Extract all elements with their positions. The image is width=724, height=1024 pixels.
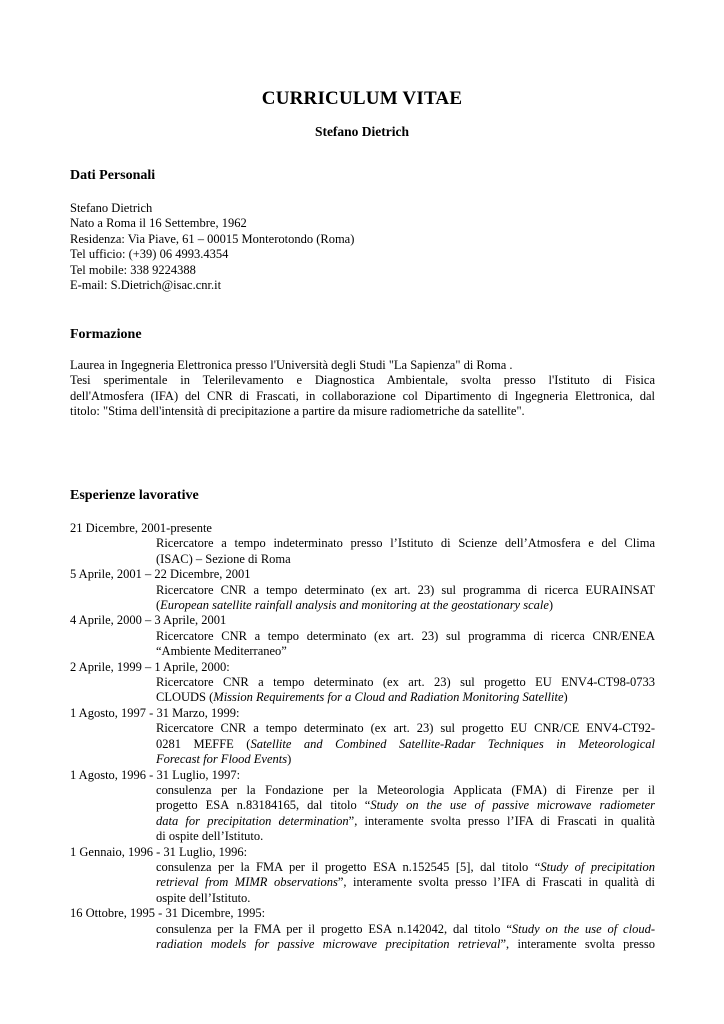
education-line: titolo: "Stima dell'intensità di precipitazione a partire da misure radiometriche da satellite". xyxy=(70,404,525,419)
education-line: dell'Atmosfera (IFA) del CNR di Frascati, in collaborazione col Dipartimento di Ingegneria Elettronica, dal xyxy=(70,388,655,403)
experience-date: 1 Agosto, 1997 - 31 Marzo, 1999: xyxy=(70,705,240,720)
experience-entry xyxy=(70,845,655,907)
experience-date: 16 Ottobre, 1995 - 31 Dicembre, 1995: xyxy=(70,906,266,921)
experience-date: 4 Aprile, 2000 – 3 Aprile, 2001 xyxy=(70,613,227,628)
experience-date: 5 Aprile, 2001 – 22 Dicembre, 2001 xyxy=(70,567,251,582)
experience-entry xyxy=(70,906,655,952)
experience-date: 21 Dicembre, 2001-presente xyxy=(70,521,212,535)
personal-line: Stefano Dietrich xyxy=(70,201,153,215)
experience-date: 1 Agosto, 1996 - 31 Luglio, 1997: xyxy=(70,767,241,782)
experience-description: consulenza per la Fondazione per la Meteorologia Applicata (FMA) di Firenze per il progetto ESA n.83184165, dal titolo “Study on the use of passive microwave radiometer data for precipitation determination”, interamente svolta presso l’IFA di Frascati in qualità di ospite dell’Istituto. xyxy=(156,782,655,844)
experience-entry xyxy=(70,613,655,659)
experience-list xyxy=(70,521,655,952)
experience-entry xyxy=(70,660,655,706)
experience-description: Ricercatore a tempo indeterminato presso l’Istituto di Scienze dell’Atmosfera e del Clima (ISAC) – Sezione di Roma xyxy=(156,536,655,566)
education-line: Laurea in Ingegneria Elettronica presso l'Università degli Studi "La Sapienza" di Roma . xyxy=(70,358,513,372)
person-name: Stefano Dietrich xyxy=(314,124,410,139)
personal-heading: Dati Personali xyxy=(70,168,156,183)
personal-line: Residenza: Via Piave, 61 – 00015 Monterotondo (Roma) xyxy=(70,231,355,246)
experience-date: 1 Gennaio, 1996 - 31 Luglio, 1996: xyxy=(70,844,248,859)
experience-description: Ricercatore CNR a tempo determinato (ex art. 23) sul programma di ricerca EURAINSAT (European satellite rainfall analysis and monitoring at the geostationary scale) xyxy=(156,582,655,613)
personal-email: E-mail: S.Dietrich@isac.cnr.it xyxy=(70,278,222,293)
experience-description: consulenza per la FMA per il progetto ESA n.152545 [5], dal titolo “Study of precipitation retrieval from MIMR observations”, interamente svolta presso l’IFA di Frascati in qualità di ospite dell’Istituto. xyxy=(156,859,655,905)
experience-entry xyxy=(70,521,655,567)
personal-details xyxy=(70,201,655,293)
experience-description: consulenza per la FMA per il progetto ESA n.142042, dal titolo “Study on the use of cloud- radiation models for passive microwave precipitation retrieval”, interamente svolta presso xyxy=(156,921,656,951)
experience-description: Ricercatore CNR a tempo determinato (ex art. 23) sul programma di ricerca CNR/ENEA “Ambiente Mediterraneo” xyxy=(156,628,655,659)
document-title: CURRICULUM VITAE xyxy=(261,88,463,109)
personal-line: Nato a Roma il 16 Settembre, 1962 xyxy=(70,216,247,231)
experience-date: 2 Aprile, 1999 – 1 Aprile, 2000: xyxy=(70,659,230,674)
experience-entry xyxy=(70,768,655,845)
personal-line: Tel ufficio: (+39) 06 4993.4354 xyxy=(70,247,229,262)
education-heading: Formazione xyxy=(70,327,142,342)
personal-line: Tel mobile: 338 9224388 xyxy=(70,262,196,277)
experience-entry xyxy=(70,706,655,768)
experience-heading: Esperienze lavorative xyxy=(70,488,199,503)
experience-description: Ricercatore CNR a tempo determinato (ex art. 23) sul progetto EU ENV4-CT98-0733 CLOUDS (Mission Requirements for a Cloud and Radiation Monitoring Satellite) xyxy=(156,675,655,705)
experience-description: Ricercatore CNR a tempo determinato (ex art. 23) sul progetto EU CNR/CE ENV4-CT92- 0281 MEFFE (Satellite and Combined Satellite-Radar Techniques in Meteorological Forecast for Flood Events) xyxy=(156,721,656,767)
experience-entry xyxy=(70,567,655,613)
education-line: Tesi sperimentale in Telerilevamento e Diagnostica Ambientale, svolta presso l'Istituto di Fisica xyxy=(70,373,655,388)
education-details xyxy=(70,358,655,420)
